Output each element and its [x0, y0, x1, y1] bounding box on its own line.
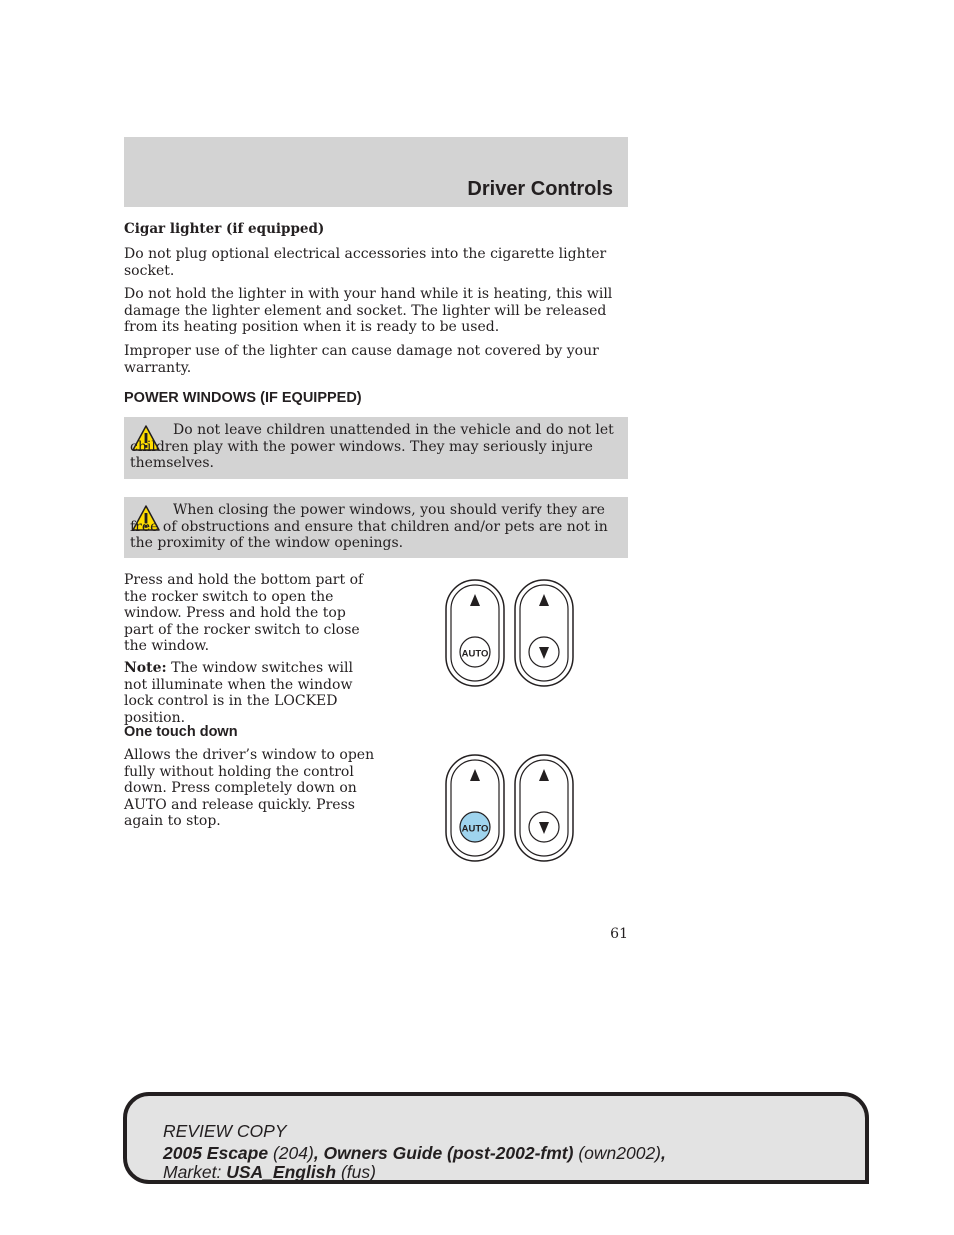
warning-text-obstructions: When closing the power windows, you should verify they are free of obstructions and ensure that children and/or pets are not in the proximity of the window openings. [130, 502, 608, 551]
auto-label: AUTO [461, 823, 489, 835]
one-touch-heading: One touch down [124, 724, 238, 740]
auto-label: AUTO [461, 648, 489, 660]
warning-box-obstructions [124, 497, 628, 558]
cigar-paragraph-1: Do not plug optional electrical accessories into the cigarette lighter socket. [124, 246, 607, 279]
window-switch-auto-illustration [444, 753, 576, 865]
one-touch-text: Allows the driver’s window to open fully without holding the control down. Press completely down on AUTO and release quickly. Press again to stop. [124, 747, 375, 829]
warning-text-children: Do not leave children unattended in the vehicle and do not let children play with the power windows. They may seriously injure themselves. [130, 422, 614, 471]
power-windows-heading: POWER WINDOWS (IF EQUIPPED) [124, 390, 362, 406]
page-number: 61 [610, 926, 628, 942]
warning-box-children [124, 417, 628, 479]
power-windows-note [124, 660, 376, 726]
footer-market-line: Market: USA_English (fus) [163, 1162, 376, 1182]
note-text: The window switches will not illuminate when the window lock control is in the LOCKED position. [124, 660, 353, 726]
power-windows-instructions: Press and hold the bottom part of the rocker switch to open the window. Press and hold the top part of the rocker switch to close the window. [124, 572, 364, 654]
section-header [124, 137, 628, 207]
cigar-paragraph-3: Improper use of the lighter can cause damage not covered by your warranty. [124, 343, 599, 376]
cigar-paragraph-2: Do not hold the lighter in with your hand while it is heating, this will damage the lighter element and socket. The lighter will be released from its heating position when it is ready to be used. [124, 286, 613, 335]
review-copy-footer [123, 1092, 869, 1184]
cigar-heading: Cigar lighter (if equipped) [124, 221, 325, 237]
note-label: Note: [124, 660, 167, 676]
review-copy-label: REVIEW COPY [163, 1121, 287, 1141]
footer-document-line: 2005 Escape (204), Owners Guide (post-2002-fmt) (own2002), [163, 1143, 666, 1163]
window-switch-illustration [444, 578, 576, 690]
section-title: Driver Controls [467, 178, 613, 200]
